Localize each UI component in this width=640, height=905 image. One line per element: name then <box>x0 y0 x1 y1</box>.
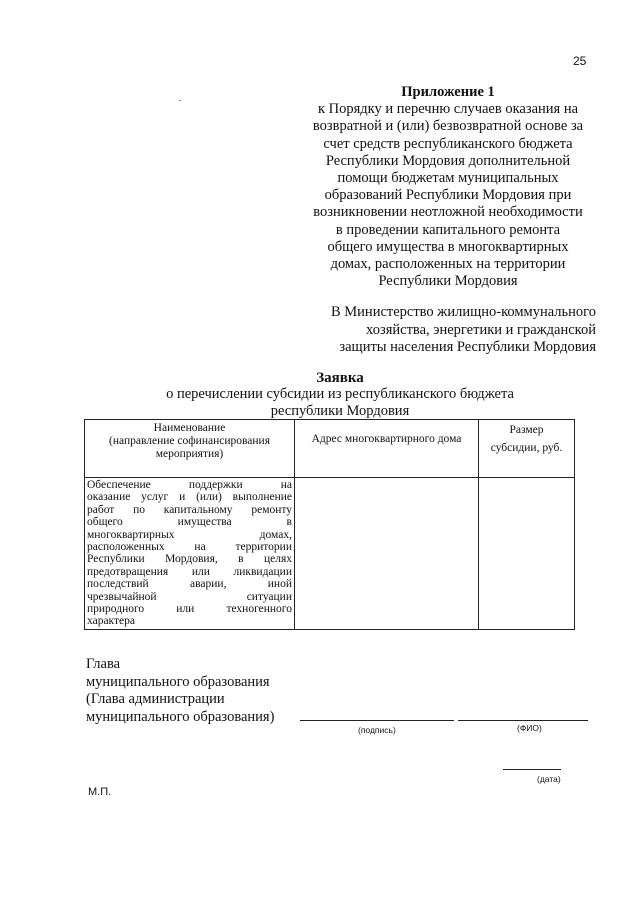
cell-name-line: чрезвычайной ситуации <box>87 590 292 603</box>
cell-name-line: предотвращения или ликвидации <box>87 565 292 578</box>
appendix-line: общего имущества в многоквартирных <box>327 238 569 255</box>
cell-name-line: Республики Мордовия, в целях <box>87 553 292 566</box>
cell-name-line: природного или техногенного <box>87 603 292 616</box>
signature-line[interactable] <box>300 720 454 721</box>
request-subtitle <box>40 386 640 420</box>
table-header-row <box>85 420 575 478</box>
appendix-line: помощи бюджетам муниципальных <box>337 170 559 187</box>
appendix-line: возвратной и (или) безвозвратной основе за <box>312 118 584 135</box>
page-number: 25 <box>573 54 587 68</box>
cell-name-line: оказание услуг и (или) выполнение <box>87 491 292 504</box>
appendix-line: образований Республики Мордовия при <box>324 187 572 204</box>
appendix-line: возникновении неотложной необходимости <box>313 204 583 221</box>
header-name-line: (направление софинансирования <box>109 435 270 447</box>
appendix-line: счет средств республиканского бюджета <box>323 135 573 152</box>
appendix-title: Приложение 1 <box>401 84 495 100</box>
cell-name-line: расположенных на территории <box>87 541 292 554</box>
cell-address[interactable] <box>295 478 479 630</box>
request-title: Заявка <box>316 370 364 386</box>
header-address-text: Адрес многоквартирного дома <box>311 433 462 445</box>
fio-line[interactable] <box>458 720 588 721</box>
cell-name-line: характера <box>87 615 135 628</box>
header-amount <box>479 420 575 478</box>
signatory-line: (Глава администрации <box>86 691 225 707</box>
fio-caption: (ФИО) <box>517 723 542 733</box>
date-caption: (дата) <box>537 774 561 784</box>
signatory-line: муниципального образования <box>86 673 270 690</box>
cell-name-line: общего имущества в <box>87 516 292 529</box>
cell-name-line: последствий аварии, иной <box>87 578 292 591</box>
cell-name-line: работ по капитальному ремонту <box>87 503 292 516</box>
header-amount-line: субсидии, руб. <box>490 442 563 454</box>
signatory-line: Глава <box>86 656 121 672</box>
table-row <box>85 478 575 630</box>
cell-name <box>85 478 295 630</box>
addressee-line: В Министерство жилищно-коммунального <box>330 304 596 320</box>
signatory-line: муниципального образования) <box>86 708 275 725</box>
addressee-line: защиты населения Республики Мордовия <box>339 339 596 355</box>
appendix-line: в проведении капитального ремонта <box>335 221 561 238</box>
header-name-line: Наименование <box>153 422 226 434</box>
date-line[interactable] <box>503 769 561 770</box>
header-name-line: мероприятия) <box>155 448 224 460</box>
seal-place-mark: М.П. <box>88 786 112 798</box>
request-subtitle-line: о перечислении субсидии из республиканского бюджета <box>166 386 514 402</box>
scan-speck <box>179 100 181 101</box>
appendix-line: домах, расположенных на территории <box>330 256 566 273</box>
request-subtitle-line: республики Мордовия <box>270 403 410 419</box>
cell-amount[interactable] <box>479 478 575 630</box>
subsidy-table <box>84 419 575 630</box>
appendix-line: Республики Мордовия <box>378 273 518 290</box>
cell-name-line: Обеспечение поддержки на <box>87 479 292 491</box>
signature-caption: (подпись) <box>358 725 396 735</box>
header-amount-line: Размер <box>509 424 544 436</box>
addressee <box>300 304 596 357</box>
header-address <box>295 420 479 478</box>
appendix-line: к Порядку и перечню случаев оказания на <box>317 101 579 118</box>
header-name <box>85 420 295 478</box>
addressee-line: хозяйства, энергетики и гражданской <box>366 321 596 338</box>
cell-name-line: многоквартирных домах, <box>87 528 292 541</box>
appendix-line: Республики Мордовия дополнительной <box>325 152 571 169</box>
appendix-header <box>298 84 598 290</box>
signatory-title <box>86 656 274 726</box>
